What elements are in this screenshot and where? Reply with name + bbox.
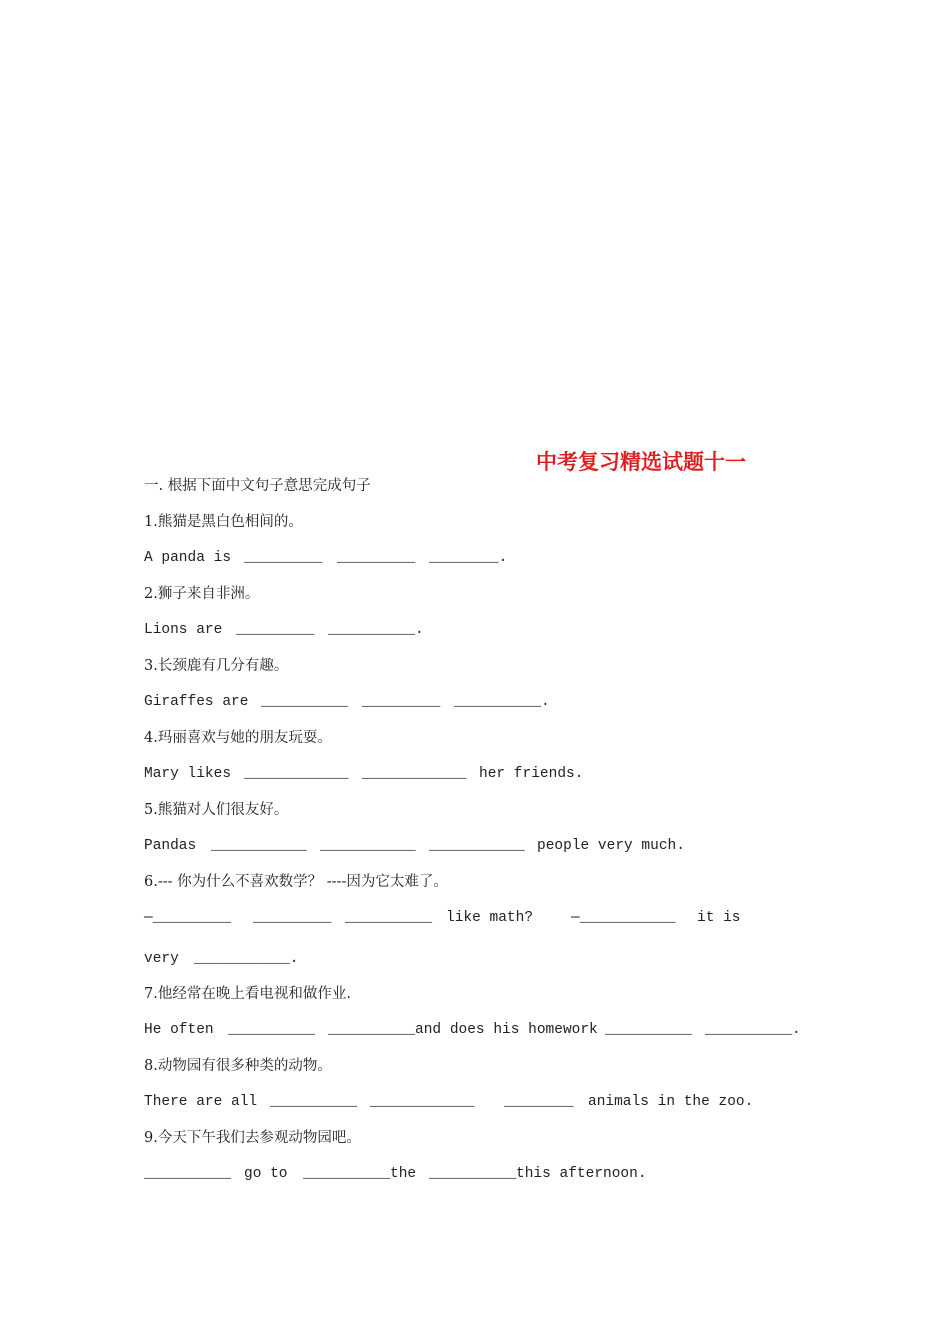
answer-blank: ________: [504, 1094, 574, 1110]
sentence-middle: like math?: [446, 910, 534, 926]
sentence-start: Mary likes: [144, 766, 232, 782]
question-1-chinese: 1.熊猫是黑白色相间的。: [144, 514, 303, 530]
question-6-chinese: 6.--- 你为什么不喜欢数学？ ----因为它太难了。: [144, 874, 448, 890]
answer-blank: __________: [228, 1022, 316, 1038]
answer-blank: ___________.: [194, 951, 299, 967]
sentence-middle: very: [144, 951, 179, 967]
answer-blank: __________: [261, 694, 349, 710]
answer-blank: __________the: [303, 1166, 417, 1182]
answer-blank: ________.: [429, 550, 508, 566]
answer-blank: __________: [345, 910, 433, 926]
answer-blank: —___________: [571, 910, 676, 926]
answer-blank: __________and does his homework: [328, 1022, 598, 1038]
sentence-middle: it is: [697, 910, 741, 926]
answer-blank: ____________: [244, 766, 349, 782]
sentence-start: He often: [144, 1022, 214, 1038]
question-4-chinese: 4.玛丽喜欢与她的朋友玩耍。: [144, 730, 332, 746]
answer-blank: __________: [605, 1022, 693, 1038]
question-9-chinese: 9.今天下午我们去参观动物园吧。: [144, 1130, 361, 1146]
sentence-start: A panda is: [144, 550, 232, 566]
answer-blank: __________: [270, 1094, 358, 1110]
question-5-chinese: 5.熊猫对人们很友好。: [144, 802, 289, 818]
section-heading: 一. 根据下面中文句子意思完成句子: [144, 478, 371, 494]
answer-blank: —_________: [144, 910, 232, 926]
answer-blank: _________: [253, 910, 332, 926]
question-7-chinese: 7.他经常在晚上看电视和做作业.: [144, 986, 351, 1002]
answer-blank: _________: [244, 550, 323, 566]
answer-blank: __________.: [705, 1022, 801, 1038]
question-8-chinese: 8.动物园有很多种类的动物。: [144, 1058, 332, 1074]
answer-blank: ___________: [429, 838, 525, 854]
answer-blank: _________: [362, 694, 441, 710]
sentence-start: There are all: [144, 1094, 258, 1110]
answer-blank: __________: [144, 1166, 232, 1182]
question-3-chinese: 3.长颈鹿有几分有趣。: [144, 658, 289, 674]
sentence-middle: go to: [244, 1166, 288, 1182]
answer-blank: ____________: [362, 766, 467, 782]
sentence-end: animals in the zoo.: [588, 1094, 754, 1110]
sentence-start: Lions are: [144, 622, 223, 638]
sentence-end: people very much.: [537, 838, 685, 854]
answer-blank: ___________: [320, 838, 416, 854]
sentence-start: Pandas: [144, 838, 197, 854]
answer-blank: __________.: [328, 622, 424, 638]
page-title: 中考复习精选试题十一: [536, 450, 746, 474]
answer-blank: __________.: [454, 694, 550, 710]
answer-blank: ____________: [370, 1094, 475, 1110]
answer-blank: ___________: [211, 838, 307, 854]
answer-blank: _________: [236, 622, 315, 638]
question-2-chinese: 2.狮子来自非洲。: [144, 586, 260, 602]
sentence-end: her friends.: [479, 766, 584, 782]
answer-blank: _________: [337, 550, 416, 566]
answer-blank: __________this afternoon.: [429, 1166, 647, 1182]
sentence-start: Giraffes are: [144, 694, 249, 710]
